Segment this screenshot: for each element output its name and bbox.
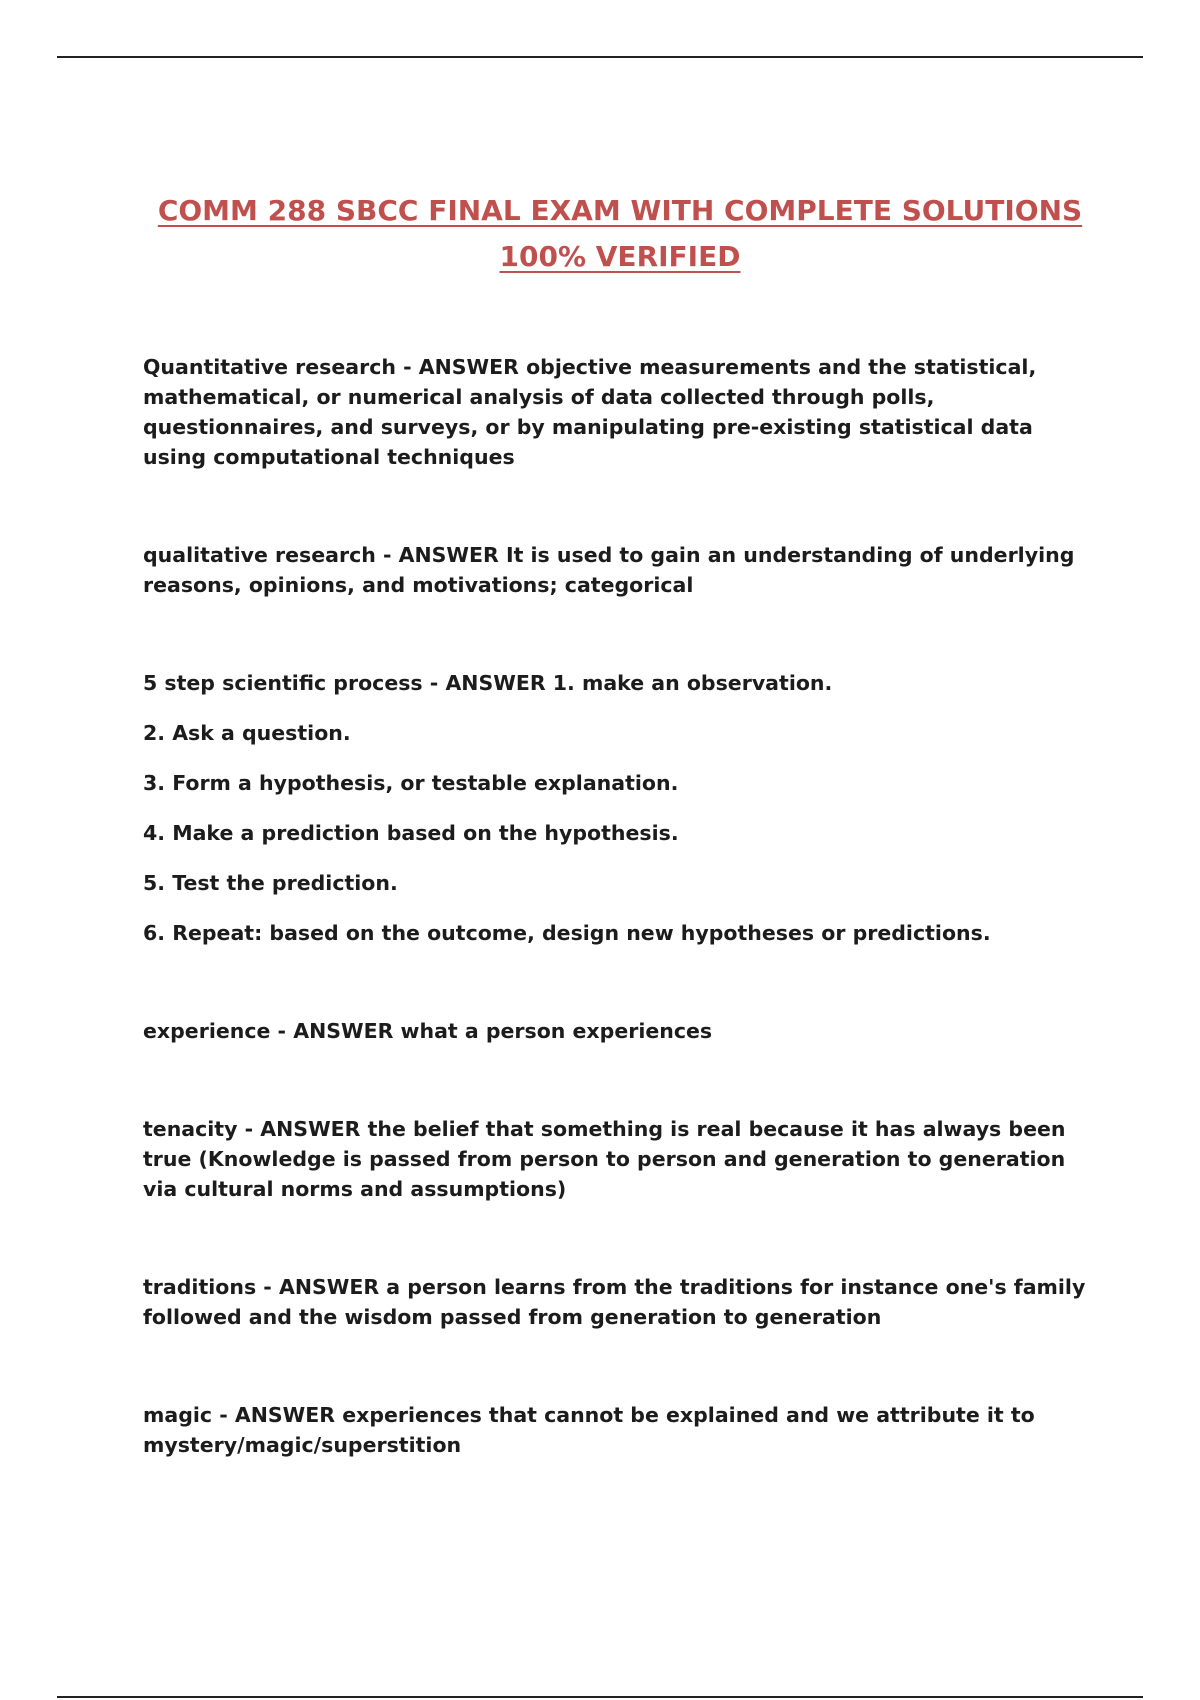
document-title [140,188,1100,280]
qa-entry-scientific-process [143,668,1103,948]
qa-definition: a person learns from the traditions for instance one's family followed and the wisdom passed from generation to generation [143,1275,1086,1329]
qa-list [143,352,1103,1528]
qa-entry-text [143,352,1103,472]
qa-separator: - [256,1275,279,1299]
qa-answer-label: ANSWER [234,1403,336,1427]
title-line-1: COMM 288 SBCC FINAL EXAM WITH COMPLETE SOLUTIONS [157,194,1083,227]
qa-definition: what a person experiences [393,1019,713,1043]
qa-entry-magic [143,1400,1103,1460]
qa-definition: 1. make an observation. [545,671,833,695]
process-step-5: 5. Test the prediction. [143,871,398,895]
qa-answer-label: ANSWER [445,671,546,695]
qa-entry-tenacity [143,1114,1103,1204]
title-line-2: 100% VERIFIED [499,240,741,273]
process-step-6: 6. Repeat: based on the outcome, design new hypotheses or predictions. [143,921,991,945]
qa-term: traditions [143,1275,257,1299]
qa-entry-experience [143,1016,1103,1046]
bottom-rule [57,1696,1143,1698]
qa-answer-label: ANSWER [278,1275,380,1299]
qa-separator: - [422,671,446,695]
qa-separator: - [270,1019,294,1043]
process-step-4: 4. Make a prediction based on the hypothesis. [143,821,679,845]
top-rule [57,56,1143,58]
qa-separator: - [212,1403,235,1427]
qa-entry-quantitative-research [143,352,1103,472]
qa-entry-qualitative-research [143,540,1103,600]
qa-definition: objective measurements and the statistical, mathematical, or numerical analysis of data collected through polls, questionnaires, and surveys, or by manipulating pre-existing statistical data using computational techniques [143,355,1037,469]
qa-answer-label: ANSWER [260,1117,361,1141]
qa-separator: - [237,1117,261,1141]
qa-entry-traditions [143,1272,1103,1332]
qa-entry-text [143,540,1103,600]
qa-definition: the belief that something is real because it has always been true (Knowledge is passed from person to person and generation to generation via cultural norms and assumptions) [143,1117,1066,1201]
qa-term: 5 step scientific process [143,671,423,695]
qa-definition: It is used to gain an understanding of underlying reasons, opinions, and motivations; categorical [143,543,1075,597]
qa-answer-label: ANSWER [293,1019,394,1043]
qa-separator: - [395,355,419,379]
qa-term: tenacity [143,1117,238,1141]
process-step-3: 3. Form a hypothesis, or testable explanation. [143,771,679,795]
qa-entry-text [143,1114,1103,1204]
process-step-2: 2. Ask a question. [143,721,351,745]
qa-entry-text [143,1016,1103,1046]
qa-answer-label: ANSWER [418,355,519,379]
qa-entry-text [143,1400,1103,1460]
qa-entry-text [143,668,1103,698]
qa-term: qualitative research [143,543,376,567]
qa-term: experience [143,1019,271,1043]
qa-definition: experiences that cannot be explained and we attribute it to mystery/magic/superstition [143,1403,1035,1457]
qa-term: Quantitative research [143,355,396,379]
qa-term: magic [143,1403,213,1427]
qa-separator: - [375,543,399,567]
qa-entry-text [143,1272,1103,1332]
qa-answer-label: ANSWER [398,543,499,567]
